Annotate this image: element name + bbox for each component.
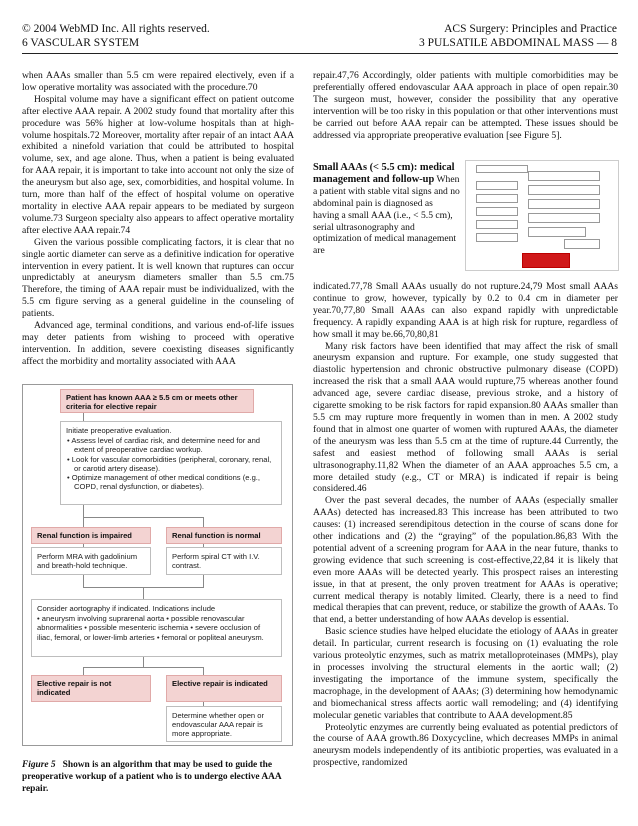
preop-item: • Look for vascular comorbidities (peripheral, coronary, renal, or carotid artery disease). [67, 454, 272, 473]
thumb-node [476, 207, 518, 216]
copyright-line: © 2004 WebMD Inc. All rights reserved. [22, 23, 210, 35]
connector [83, 413, 84, 421]
thumb-node [564, 239, 600, 249]
figure-5-algorithm [22, 384, 293, 746]
caption-text: Shown is an algorithm that may be used to guide the preoperative workup of a patient who is to undergo elective AAA repair. [22, 760, 282, 794]
left-paragraph: when AAAs smaller than 5.5 cm were repaired electively, even if a low operative mortality was associated with the procedure.70 [22, 70, 294, 93]
connector [203, 667, 204, 675]
small-aaa-section [313, 162, 461, 257]
header-rule [22, 53, 618, 54]
right-paragraph: Over the past several decades, the number of AAAs (especially smaller AAAs) detected has increased.83 This increase has been attributed to two causes: (1) increased serendipitous detection in the course of scans done for other indications and (2) the “graying” of the population.86,83 With the potential advent of a screening program for AAA in the near future, thanks to growing evidence that such screening is cost-effective,22,84 it is likely that even more AAAs will be detected yearly. This prospect raises an interesting issue, in that at present, the only proven treatment for AAAs is operative; current medical therapy is notably limited. Clearly, there is a need to find medical therapies that can prevent, reduce, or stabilize the growth of AAAs. To that end, a better understanding of how AAAs develop is essential. [313, 495, 618, 626]
thumb-node [476, 194, 518, 203]
known-aaa-box: Patient has known AAA ≥ 5.5 cm or meets other criteria for elective repair [60, 389, 254, 413]
right-paragraph: repair.47,76 Accordingly, older patients with multiple comorbidities may be preferentially offered endovascular AAA approach in place of open repair.30 The surgeon must, however, consider the possibility that any operative intervention will be too risky in this population or that other interventions must be carried out before AAA repair can be attempted. These issues should be addressed via appropriate preoperative evaluation [see Figure 5]. [313, 70, 618, 141]
thumb-node [528, 185, 600, 195]
thumb-node [528, 199, 600, 209]
thumb-node [476, 233, 518, 242]
determine-box: Determine whether open or endovascular AAA repair is more appropriate. [166, 706, 282, 742]
figure-caption [22, 760, 294, 795]
caption-label: Figure 5 [22, 760, 56, 770]
right-paragraph: Basic science studies have helped elucidate the etiology of AAAs in greater detail. In particular, current research is focusing on (1) evaluating the role various proteolytic enzymes, such as matrix metalloproteinases (MMPs), play in processes involving the structural elements in the aortic wall; (2) investigating the importance of the immune system, specifically the macrophage, in the development of AAAs; (3) determining how hemodynamic and biomechanical stress affects aortic wall remodeling; and (4) identifying molecular genetic variables that contribute to AAA development.85 [313, 626, 618, 721]
algorithm-thumbnail [465, 160, 619, 271]
preop-title: Initiate preoperative evaluation. [66, 426, 172, 435]
thumb-node [476, 165, 528, 173]
connector [143, 587, 144, 599]
right-column [313, 281, 618, 769]
book-title: ACS Surgery: Principles and Practice [444, 23, 617, 35]
thumb-node [528, 227, 586, 237]
connector [83, 517, 84, 527]
preop-item: • Optimize management of other medical conditions (e.g., COPD, renal dysfunction, or diabetes). [67, 473, 261, 492]
thumb-node [476, 220, 518, 229]
right-paragraph: Proteolytic enzymes are currently being evaluated as potential predictors of the course of AAA growth.86 Doxycycline, which decreases MMPs in animal aneurysm models independently of its antibiotic properties, was evaluated in a prospective, randomized [313, 721, 618, 769]
connector [83, 667, 84, 675]
connector [83, 575, 84, 587]
small-aaa-heading: Small AAAs (< 5.5 cm): medical management and follow-up [313, 162, 455, 185]
connector [83, 505, 84, 517]
thumb-node [528, 213, 600, 223]
right-intro [313, 70, 618, 141]
left-paragraph: Given the various possible complicating factors, it is clear that no single aortic diameter can serve as a definitive indication for operative intervention in every patient. It is well known that ruptures can occur unpredictably at aneurysm diameters smaller than 5.5 cm.75 Therefore, the timing of AAA repair must be individualized, with the 5.5 cm figure serving as a general guideline in the counseling of patients. [22, 236, 294, 320]
connector [203, 575, 204, 587]
section-right: 3 PULSATILE ABDOMINAL MASS — 8 [419, 37, 617, 49]
not-indicated-box: Elective repair is not indicated [31, 675, 151, 702]
thumb-node [528, 171, 600, 181]
connector [143, 657, 144, 667]
renal-normal-box: Renal function is normal [166, 527, 282, 544]
preop-evaluation-box [60, 421, 282, 505]
indicated-box: Elective repair is indicated [166, 675, 282, 702]
mra-box: Perform MRA with gadolinium and breath-hold technique. [31, 547, 151, 575]
thumb-highlight [522, 253, 570, 268]
aortography-box [31, 599, 282, 657]
right-paragraph: Many risk factors have been identified that may affect the risk of small aneurysm expansion and rupture. For example, one study suggested that diastolic hypertension and chronic obstructive pulmonary disease (COPD) increased the risk that a small AAA would rupture,75 whereas another found advanced age, severe cardiac disease, previous stroke, and a history of cigarette smoking to be risk factors for rapid expansion.80 AAAs smaller than 5.5 cm may rupture more frequently in women than in men. A 2002 study found that in almost one quarter of women with ruptured AAAs, the diameter of the aneurysm was less than 5.5 cm at the time of rupture.44 Currently, the safest and easiest method of following small AAAs is serial ultrasonography.11,82 When the diameter of an AAA approaches 5.5 cm, a more detailed study (e.g., CT or MRA) is indicated if repair is being considered.46 [313, 340, 618, 495]
aortography-items: • aneurysm involving suprarenal aorta • possible renovascular abnormalities • possible mesenteric ischemia • severe occlusion of iliac, femoral, or lower-limb arteries • femoral or popliteal aneurysm. [37, 614, 264, 642]
preop-item: • Assess level of cardiac risk, and determine need for and extent of preoperative cardiac workup. [67, 436, 261, 455]
left-column [22, 70, 294, 368]
left-paragraph: Hospital volume may have a significant effect on patient outcome after elective AAA repair. A 2002 study found that mortality after this procedure was 56% higher at low-volume hospitals than at high-volume hospitals.72 Moreover, mortality after repair of an intact AAA exhibited a ninefold variation that could be attributed to hospital volume, sex, and age alone. Thus, when a patient is being evaluated for AAA repair, it is important to take into account not only the size of the aneurysm but also age, sex, comorbidities, and hospital volume. In turn, more than half of the effect of hospital volume on operative mortality in elective AAA repair appears to be mediated by surgeon volume.73 Surgeon specialty also appears to affect operative mortality after elective AAA repair.74 [22, 93, 294, 236]
connector [83, 667, 204, 668]
renal-impaired-box: Renal function is impaired [31, 527, 151, 544]
connector [203, 517, 204, 527]
ct-box: Perform spiral CT with I.V. contrast. [166, 547, 282, 575]
right-paragraph: indicated.77,78 Small AAAs usually do not rupture.24,79 Most small AAAs continue to grow, however, typically by 0.2 to 0.4 cm in diameter per year.70,77,80 Small AAAs can also expand rapidly with unpredictable frequency. A rapidly expanding AAA is at high risk for rupture, regardless of how small it may be.66,70,80,81 [313, 281, 618, 340]
connector [83, 517, 203, 518]
section-left: 6 VASCULAR SYSTEM [22, 37, 140, 49]
left-paragraph: Advanced age, terminal conditions, and various end-of-life issues may deter patients from wishing to proceed with operative intervention. In addition, severe coexisting diseases significantly affect the morbidity and mortality associated with AAA [22, 320, 294, 367]
aortography-title: Consider aortography if indicated. Indications include [37, 604, 216, 613]
small-aaa-text: When a patient with stable vital signs and no abdominal pain is diagnosed as having a small AAA (i.e., < 5.5 cm), serial ultrasonography and optimization of medical management are [313, 173, 460, 257]
thumb-node [476, 181, 518, 190]
